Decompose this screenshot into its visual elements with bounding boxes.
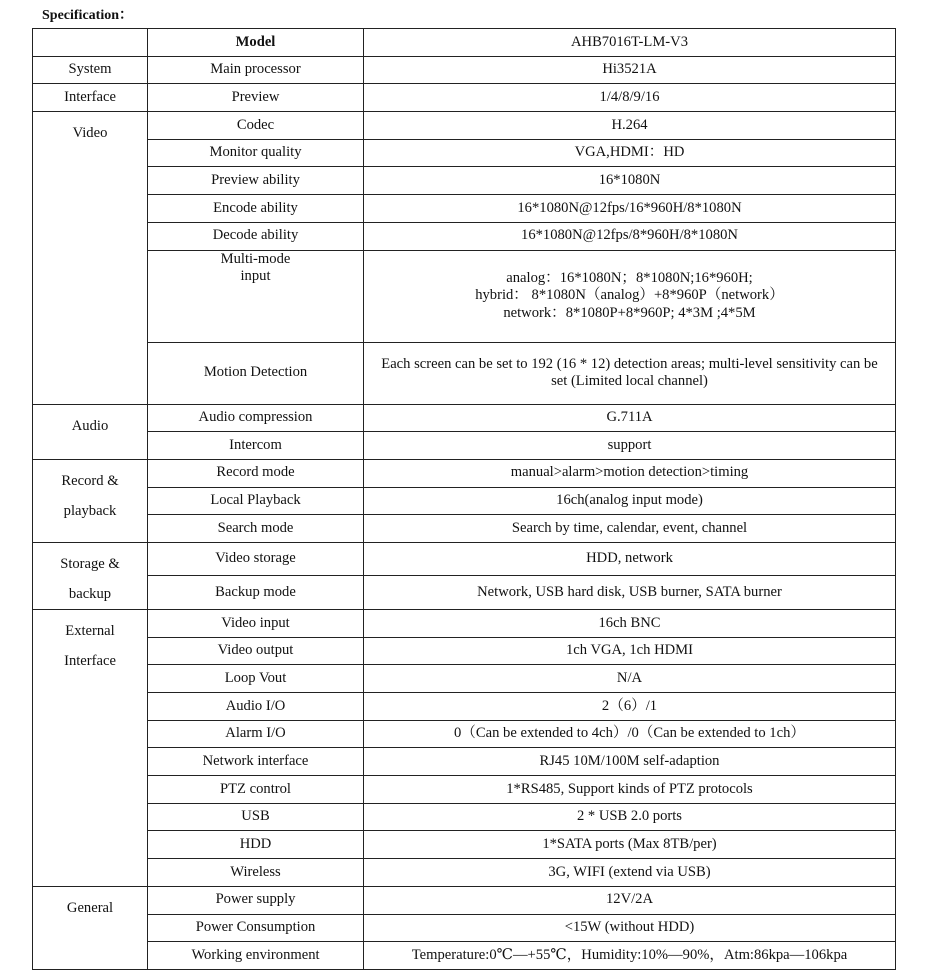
row-label: Video storage	[148, 542, 364, 576]
row-label: Local Playback	[148, 487, 364, 515]
row-label: HDD	[148, 831, 364, 859]
row-label: PTZ control	[148, 776, 364, 804]
table-row	[33, 432, 896, 460]
row-value: 16ch(analog input mode)	[364, 487, 896, 515]
row-value: support	[364, 432, 896, 460]
row-value: 2（6）/1	[364, 693, 896, 721]
row-value: VGA,HDMI：HD	[364, 139, 896, 167]
row-label: Monitor quality	[148, 139, 364, 167]
table-row	[33, 112, 896, 140]
row-label: Working environment	[148, 942, 364, 970]
row-value: 1/4/8/9/16	[364, 84, 896, 112]
row-value: Temperature:0℃—+55℃，Humidity:10%—90%，Atm:86kpa—106kpa	[364, 942, 896, 970]
table-row	[33, 84, 896, 112]
row-label: Intercom	[148, 432, 364, 460]
row-value: 1*SATA ports (Max 8TB/per)	[364, 831, 896, 859]
row-value: 16*1080N@12fps/16*960H/8*1080N	[364, 195, 896, 223]
row-label: Preview ability	[148, 167, 364, 195]
table-row	[33, 195, 896, 223]
model-label: Model	[148, 29, 364, 57]
category-line: Storage &	[60, 555, 120, 572]
row-label: Video input	[148, 609, 364, 637]
row-value: manual>alarm>motion detection>timing	[364, 459, 896, 487]
value-line: Each screen can be set to 192 (16 * 12) detection areas; multi-level sensitivity can be	[381, 355, 878, 372]
table-row	[33, 693, 896, 721]
category-storage-backup	[33, 542, 148, 609]
table-row	[33, 56, 896, 84]
row-value: <15W (without HDD)	[364, 914, 896, 942]
table-row	[33, 222, 896, 250]
category-line: playback	[63, 502, 117, 519]
table-row	[33, 576, 896, 610]
row-label: Video output	[148, 637, 364, 665]
table-row	[33, 459, 896, 487]
row-label: Wireless	[148, 859, 364, 887]
table-row	[33, 515, 896, 543]
row-value: HDD, network	[364, 542, 896, 576]
model-value: AHB7016T-LM-V3	[364, 29, 896, 57]
category-line: External	[65, 622, 115, 639]
spec-heading: Specification：	[42, 8, 133, 23]
value-line: network：8*1080P+8*960P; 4*3M ;4*5M	[503, 304, 756, 321]
row-value: 16ch BNC	[364, 609, 896, 637]
row-value: 0（Can be extended to 4ch）/0（Can be extended to 1ch）	[364, 720, 896, 748]
row-value: 12V/2A	[364, 886, 896, 914]
table-row	[33, 914, 896, 942]
row-label: Power supply	[148, 886, 364, 914]
row-value: Network, USB hard disk, USB burner, SATA burner	[364, 576, 896, 610]
row-value: G.711A	[364, 404, 896, 432]
table-row	[33, 637, 896, 665]
category-cell	[33, 29, 148, 57]
row-label: Record mode	[148, 459, 364, 487]
label-line: Multi-mode	[220, 250, 291, 267]
table-row	[33, 720, 896, 748]
table-row	[33, 776, 896, 804]
spec-table	[32, 28, 896, 970]
table-row	[33, 831, 896, 859]
row-label: Audio I/O	[148, 693, 364, 721]
row-value: RJ45 10M/100M self-adaption	[364, 748, 896, 776]
row-value: N/A	[364, 665, 896, 693]
row-value: 1ch VGA, 1ch HDMI	[364, 637, 896, 665]
row-label: USB	[148, 803, 364, 831]
row-value: 16*1080N@12fps/8*960H/8*1080N	[364, 222, 896, 250]
category-line: Interface	[64, 652, 116, 669]
row-label: Backup mode	[148, 576, 364, 610]
value-line: hybrid： 8*1080N（analog）+8*960P（network）	[475, 287, 784, 304]
table-row	[33, 886, 896, 914]
row-value	[364, 342, 896, 404]
label-line: input	[240, 268, 271, 284]
row-label: Search mode	[148, 515, 364, 543]
row-label: Power Consumption	[148, 914, 364, 942]
row-label: Codec	[148, 112, 364, 140]
value-line: set (Limited local channel)	[551, 373, 708, 389]
table-row	[33, 859, 896, 887]
table-row	[33, 542, 896, 576]
category-record-playback	[33, 459, 148, 542]
table-row	[33, 487, 896, 515]
row-label: Alarm I/O	[148, 720, 364, 748]
table-row	[33, 609, 896, 637]
table-row	[33, 803, 896, 831]
row-label: Audio compression	[148, 404, 364, 432]
row-value: Hi3521A	[364, 56, 896, 84]
category-interface: Interface	[33, 84, 148, 112]
row-label: Decode ability	[148, 222, 364, 250]
row-label	[148, 250, 364, 342]
category-external-interface	[33, 609, 148, 886]
row-value	[364, 250, 896, 342]
row-label: Loop Vout	[148, 665, 364, 693]
category-audio: Audio	[33, 404, 148, 459]
row-value: 16*1080N	[364, 167, 896, 195]
row-label: Preview	[148, 84, 364, 112]
category-line: backup	[68, 585, 112, 602]
row-label: Encode ability	[148, 195, 364, 223]
value-line: analog：16*1080N；8*1080N;16*960H;	[506, 269, 753, 286]
category-video: Video	[33, 112, 148, 404]
row-label: Motion Detection	[148, 342, 364, 404]
table-row	[33, 29, 896, 57]
table-row	[33, 404, 896, 432]
table-row	[33, 748, 896, 776]
row-label: Network interface	[148, 748, 364, 776]
table-row	[33, 250, 896, 342]
category-system: System	[33, 56, 148, 84]
row-value: Search by time, calendar, event, channel	[364, 515, 896, 543]
table-row	[33, 139, 896, 167]
table-row	[33, 342, 896, 404]
row-label: Main processor	[148, 56, 364, 84]
table-row	[33, 167, 896, 195]
row-value: 1*RS485, Support kinds of PTZ protocols	[364, 776, 896, 804]
table-row	[33, 942, 896, 970]
table-row	[33, 665, 896, 693]
category-line: Record &	[61, 472, 119, 489]
category-general: General	[33, 886, 148, 969]
row-value: 2 * USB 2.0 ports	[364, 803, 896, 831]
row-value: 3G, WIFI (extend via USB)	[364, 859, 896, 887]
row-value: H.264	[364, 112, 896, 140]
